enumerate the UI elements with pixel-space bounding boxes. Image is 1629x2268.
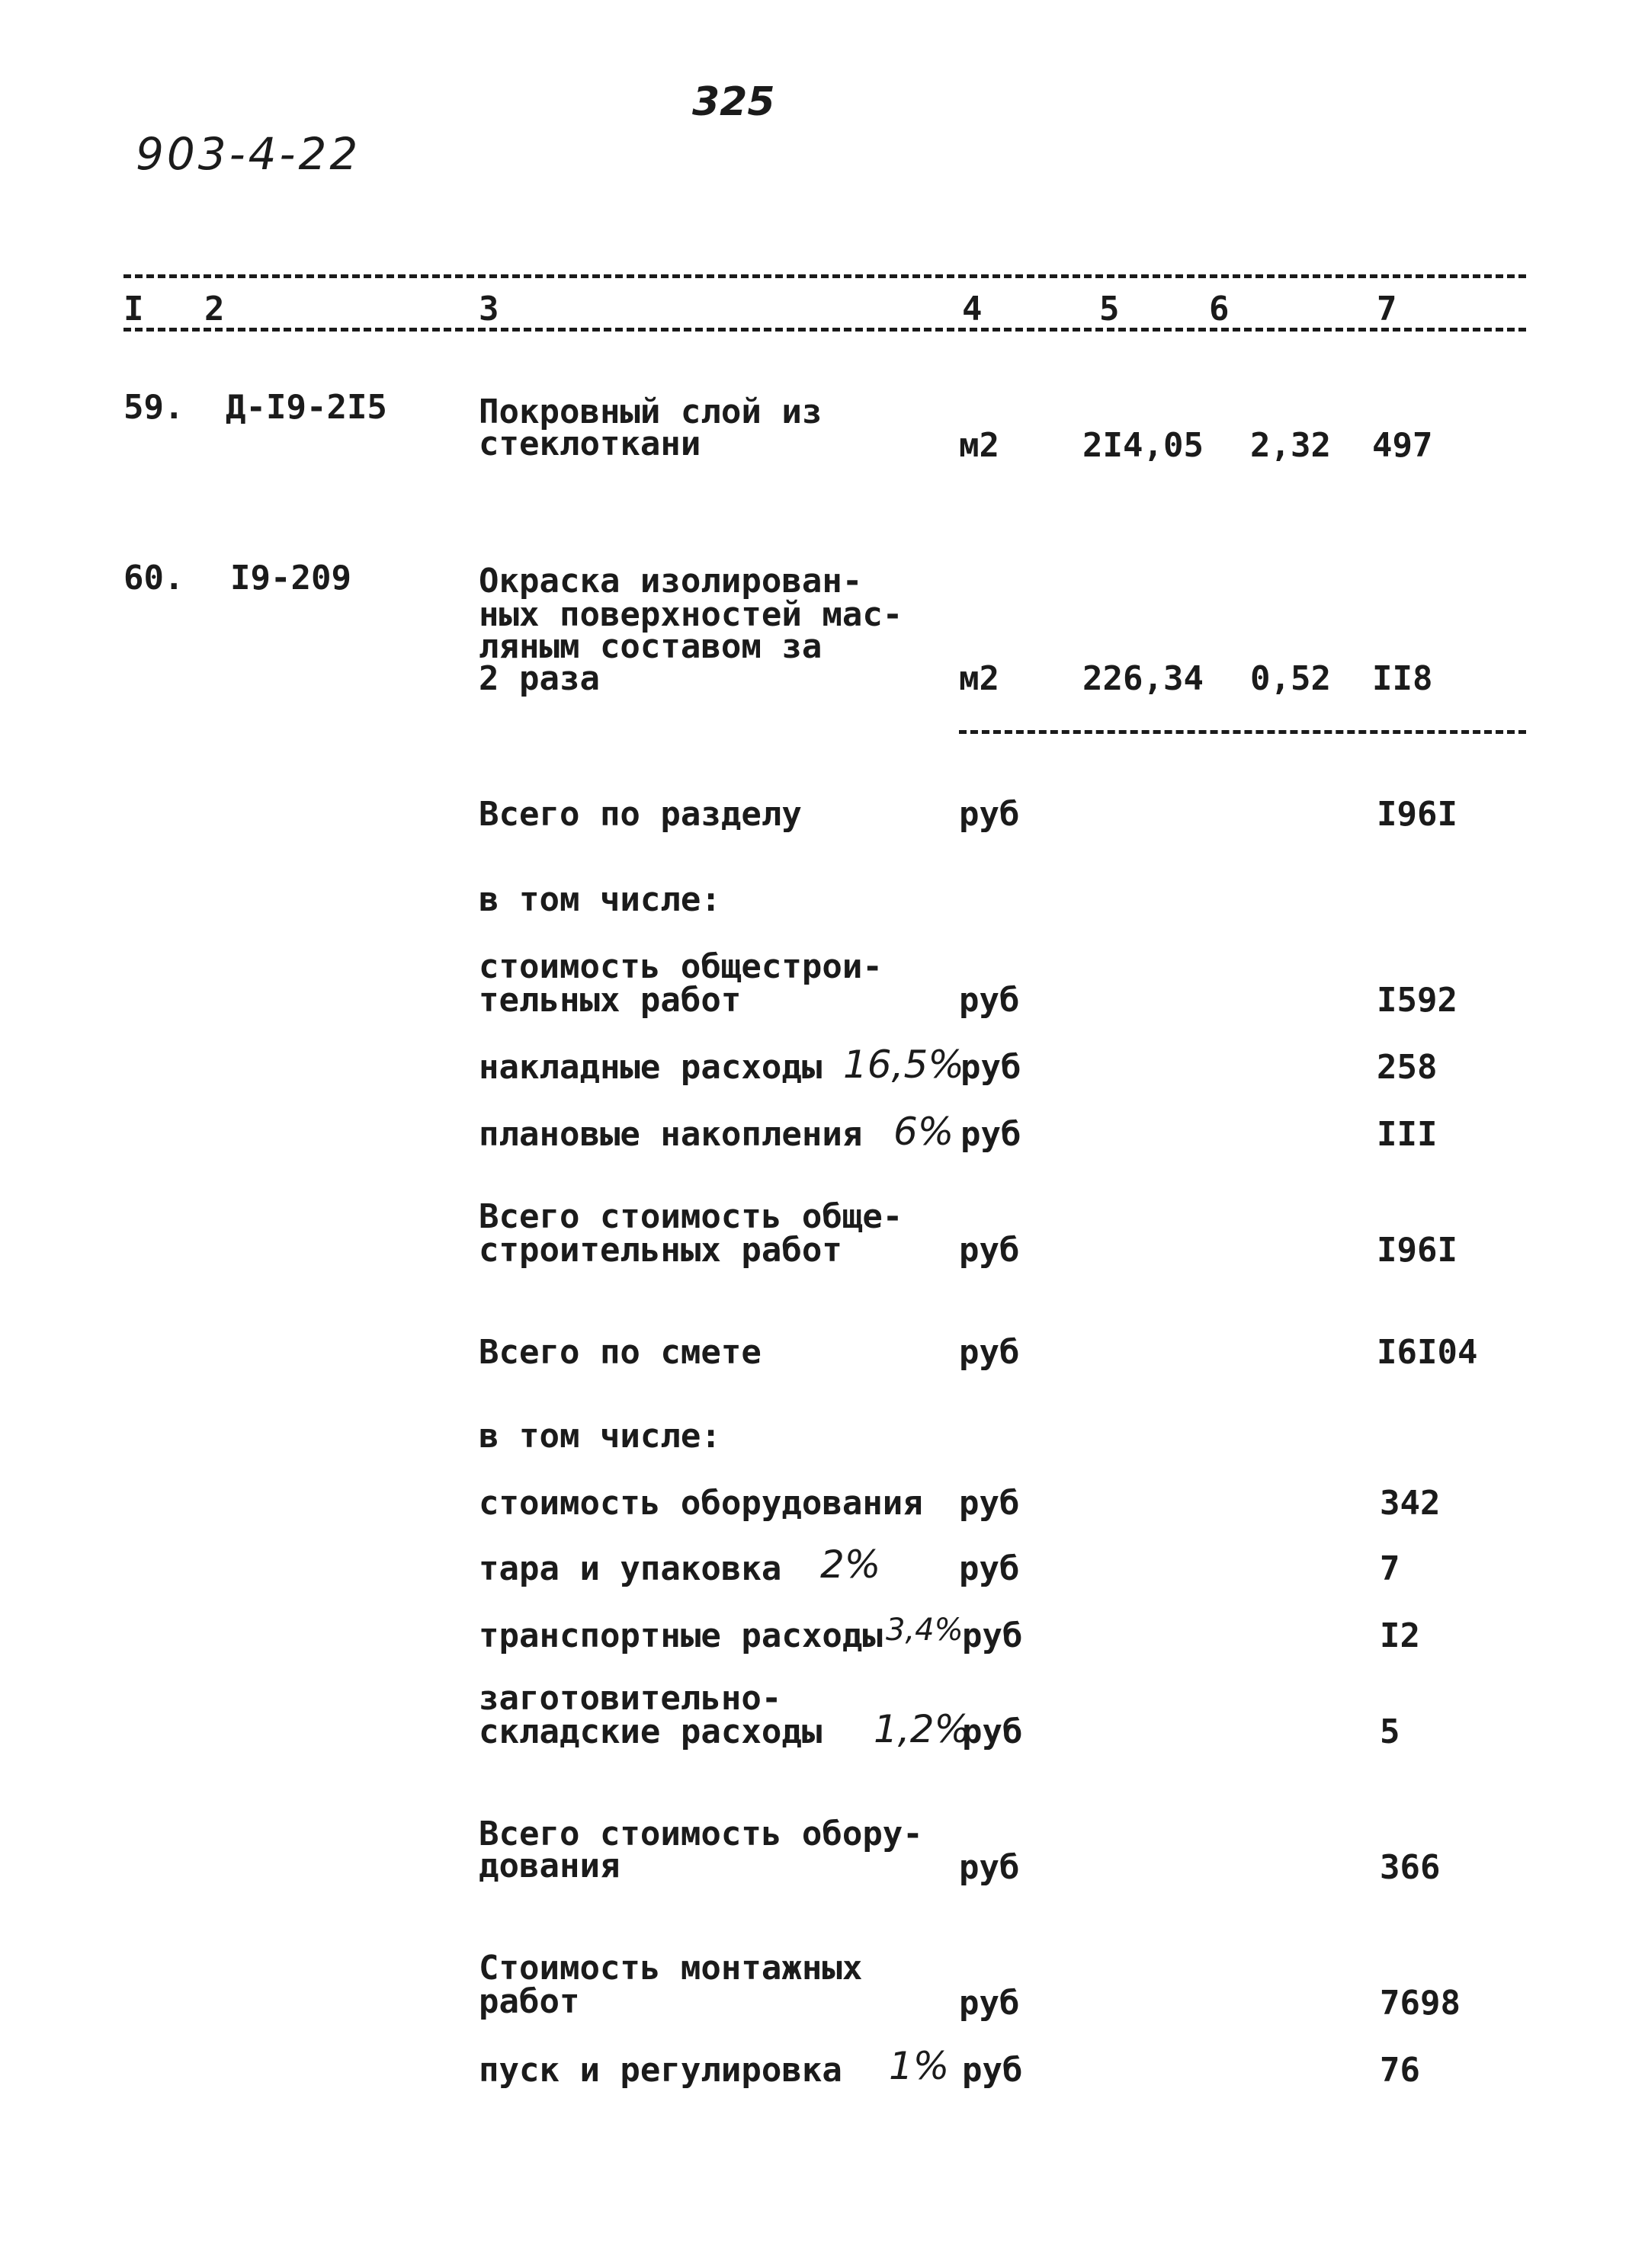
overhead-percent: 16,5% bbox=[843, 1043, 964, 1087]
item-59-desc-line1: Покровный слой из bbox=[479, 392, 823, 431]
procurement-label-line1: заготовительно- bbox=[479, 1679, 782, 1718]
header-bottom-rule bbox=[123, 328, 1526, 332]
item-59-total: 497 bbox=[1372, 426, 1433, 465]
item-59-unit: м2 bbox=[959, 426, 999, 465]
total-general-works-unit: руб bbox=[959, 1231, 1020, 1270]
transport-unit: руб bbox=[962, 1616, 1023, 1655]
total-equipment-value: 366 bbox=[1380, 1848, 1441, 1887]
col-header-3: 3 bbox=[479, 290, 499, 328]
packaging-percent: 2% bbox=[820, 1542, 881, 1587]
packaging-unit: руб bbox=[959, 1549, 1020, 1588]
including-label-1: в том числе: bbox=[479, 880, 721, 919]
overhead-unit: руб bbox=[960, 1048, 1021, 1087]
section-total-unit: руб bbox=[959, 795, 1020, 834]
commissioning-label: пуск и регулировка bbox=[479, 2051, 842, 2090]
total-general-works-label-line1: Всего стоимость обще- bbox=[479, 1197, 903, 1236]
general-works-cost-value: I592 bbox=[1377, 981, 1457, 1020]
total-equipment-label-line2: дования bbox=[479, 1847, 620, 1885]
commissioning-percent: 1% bbox=[889, 2044, 950, 2088]
item-59-desc-line2: стеклоткани bbox=[479, 424, 701, 463]
procurement-label-line2: складские расходы bbox=[479, 1712, 823, 1751]
section-total-label: Всего по разделу bbox=[479, 795, 802, 834]
estimate-total-unit: руб bbox=[959, 1333, 1020, 1372]
general-works-cost-unit: руб bbox=[959, 981, 1020, 1020]
transport-value: I2 bbox=[1380, 1616, 1420, 1655]
total-general-works-value: I96I bbox=[1377, 1231, 1457, 1270]
planned-savings-unit: руб bbox=[960, 1115, 1021, 1154]
equipment-cost-value: 342 bbox=[1380, 1484, 1441, 1523]
item-59-unit-price: 2,32 bbox=[1250, 426, 1331, 465]
item-60-desc-line2: ных поверхностей мас- bbox=[479, 595, 903, 634]
item-60-desc-line1: Окраска изолирован- bbox=[479, 562, 863, 601]
section-total-value: I96I bbox=[1377, 795, 1457, 834]
total-equipment-label-line1: Всего стоимость обору- bbox=[479, 1815, 923, 1853]
item-60-quantity: 226,34 bbox=[1082, 659, 1204, 698]
item-60-desc-line4: 2 раза bbox=[479, 659, 600, 698]
transport-label: транспортные расходы bbox=[479, 1616, 883, 1655]
item-59-code: Д-I9-2I5 bbox=[226, 388, 387, 427]
packaging-label: тара и упаковка bbox=[479, 1549, 782, 1588]
general-works-cost-label-line2: тельных работ bbox=[479, 981, 742, 1020]
col-header-6: 6 bbox=[1209, 290, 1230, 328]
total-general-works-label-line2: строительных работ bbox=[479, 1231, 842, 1270]
procurement-percent: 1,2% bbox=[874, 1707, 971, 1751]
item-60-number: 60. bbox=[123, 559, 184, 597]
col-header-1: I bbox=[123, 290, 144, 328]
item-59-number: 59. bbox=[123, 388, 184, 427]
planned-savings-label: плановые накопления bbox=[479, 1115, 863, 1154]
general-works-cost-label-line1: стоимость общестрои- bbox=[479, 947, 883, 986]
commissioning-unit: руб bbox=[962, 2051, 1023, 2090]
item-60-desc-line3: ляным составом за bbox=[479, 627, 823, 666]
procurement-value: 5 bbox=[1380, 1712, 1400, 1751]
item-60-code: I9-209 bbox=[230, 559, 351, 597]
header-top-rule bbox=[123, 274, 1526, 278]
document-code: 903-4-22 bbox=[136, 128, 361, 180]
installation-cost-label-line2: работ bbox=[479, 1982, 580, 2021]
col-header-5: 5 bbox=[1099, 290, 1120, 328]
col-header-2: 2 bbox=[204, 290, 225, 328]
estimate-total-value: I6I04 bbox=[1377, 1333, 1478, 1372]
installation-cost-unit: руб bbox=[959, 1984, 1020, 2023]
equipment-cost-label: стоимость оборудования bbox=[479, 1484, 923, 1523]
planned-savings-value: III bbox=[1377, 1115, 1438, 1154]
procurement-unit: руб bbox=[962, 1712, 1023, 1751]
item-60-total: II8 bbox=[1372, 659, 1433, 698]
transport-percent: 3,4% bbox=[886, 1613, 964, 1648]
installation-cost-label-line1: Стоимость монтажных bbox=[479, 1949, 863, 1988]
including-label-2: в том числе: bbox=[479, 1417, 721, 1456]
overhead-label: накладные расходы bbox=[479, 1048, 823, 1087]
col-header-4: 4 bbox=[962, 290, 983, 328]
col-header-7: 7 bbox=[1377, 290, 1397, 328]
commissioning-value: 76 bbox=[1380, 2051, 1420, 2090]
page-number: 325 bbox=[692, 79, 775, 125]
planned-savings-percent: 6% bbox=[893, 1110, 954, 1154]
total-equipment-unit: руб bbox=[959, 1848, 1020, 1887]
item-60-unit-price: 0,52 bbox=[1250, 659, 1331, 698]
equipment-cost-unit: руб bbox=[959, 1484, 1020, 1523]
estimate-total-label: Всего по смете bbox=[479, 1333, 762, 1372]
installation-cost-value: 7698 bbox=[1380, 1984, 1461, 2023]
packaging-value: 7 bbox=[1380, 1549, 1400, 1588]
totals-rule bbox=[959, 730, 1526, 734]
item-60-unit: м2 bbox=[959, 659, 999, 698]
overhead-value: 258 bbox=[1377, 1048, 1438, 1087]
item-59-quantity: 2I4,05 bbox=[1082, 426, 1204, 465]
